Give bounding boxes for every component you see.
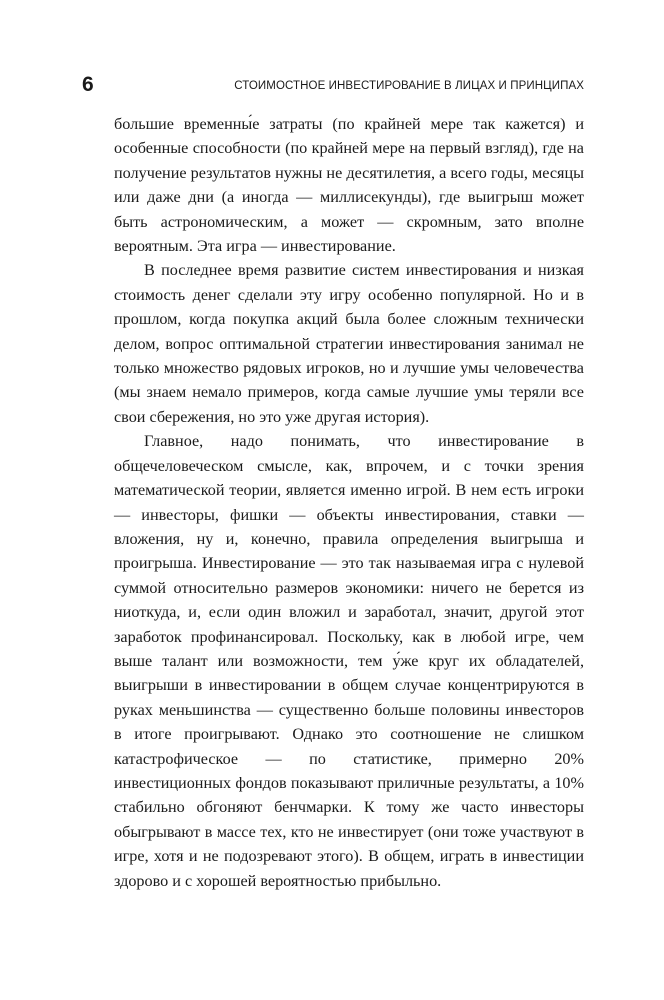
body-text [114, 112, 584, 893]
page-header [82, 74, 584, 98]
paragraph: Главное, надо понимать, что инвестирование в общечеловеческом смысле, как, впрочем, и с точки зрения математической теории, является именно игрой. В нем есть игроки — инвесторы, фишки — объекты инвестирования, ставки — вложения, ну и, конечно, правила определения выигрыша и проигрыша. Инвестирование — это так называемая игра с нулевой суммой относительно размеров экономики: ничего не берется из ниоткуда, и, если один вложил и заработал, значит, другой этот заработок профинансировал. Поскольку, как в любой игре, чем выше талант или возможности, тем у́же круг их обладателей, выигрыши в инвестировании в общем случае концентрируются в руках меньшинства — существенно больше половины инвесторов в итоге проигрывают. Однако это соотношение не слишком катастрофическое — по статистике, примерно 20% инвестиционных фондов показывают приличные результаты, а 10% стабильно обгоняют бенчмарки. К тому же часто инвесторы обыгрывают в массе тех, кто не инвестирует (они тоже участвуют в игре, хотя и не подозревают этого). В общем, играть в инвестиции здорово и с хорошей вероятностью прибыльно. [114, 432, 584, 890]
paragraph: В последнее время развитие систем инвестирования и низкая стоимость денег сделали эту игру особенно популярной. Но и в прошлом, когда покупка акций была более сложным технически делом, вопрос оптимальной стратегии инвестирования занимал не только множество рядовых игроков, но и лучшие умы человечества (мы знаем немало примеров, когда самые лучшие умы теряли все свои сбережения, но это уже другая история). [114, 261, 584, 426]
running-title: СТОИМОСТНОЕ ИНВЕСТИРОВАНИЕ В ЛИЦАХ И ПРИНЦИПАХ [234, 80, 584, 92]
paragraph-continued: большие временны́е затраты (по крайней мере так кажется) и особенные способности (по крайней мере на первый взгляд), где на получение результатов нужны не десятилетия, а всего годы, месяцы или даже дни (а иногда — миллисекунды), где выигрыш может быть астрономическим, а может — скромным, зато вполне вероятным. Эта игра — инвестирование. [114, 115, 584, 256]
page-number: 6 [82, 73, 94, 96]
